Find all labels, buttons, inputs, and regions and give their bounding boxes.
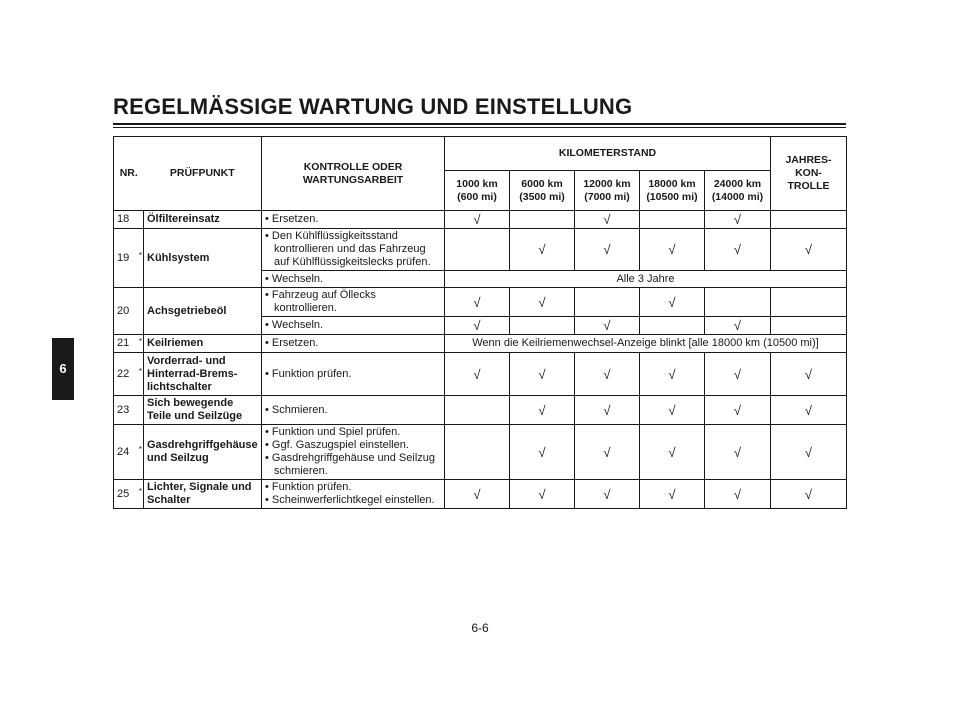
check-mark: √ (603, 444, 611, 460)
check-cell (705, 480, 771, 509)
check-cell (445, 211, 510, 229)
check-mark: √ (804, 486, 813, 502)
item-nr-cell (114, 211, 144, 229)
check-cell (445, 396, 510, 425)
item-nr: 21 (117, 337, 130, 349)
item-nr: 22 (117, 367, 130, 380)
task-text: Ersetzen. (271, 337, 319, 349)
header-kontrolle: KONTROLLE ODER WARTUNGSARBEIT (262, 137, 445, 211)
header-km-4 (705, 171, 771, 211)
task-line (265, 439, 441, 452)
star-marker: * (138, 445, 142, 454)
check-cell (575, 211, 640, 229)
check-mark: √ (733, 212, 742, 227)
header-km-value: 24000 km (713, 177, 762, 190)
table-row (114, 288, 847, 317)
item-nr-cell (114, 396, 144, 425)
check-mark: √ (473, 294, 481, 310)
check-mark: √ (603, 486, 611, 502)
check-cell (575, 480, 640, 509)
check-mark: √ (804, 444, 813, 460)
check-cell (705, 425, 771, 480)
check-cell (705, 211, 771, 229)
task-line (265, 337, 441, 350)
check-mark: √ (668, 294, 676, 310)
check-mark: √ (668, 444, 676, 460)
check-cell (445, 317, 510, 335)
task-list (265, 426, 441, 478)
check-mark: √ (733, 402, 742, 418)
title-rule-thin (113, 127, 846, 128)
check-cell (510, 229, 575, 271)
check-mark: √ (473, 212, 481, 227)
item-nr-cell (114, 229, 144, 288)
bullet-glyph: • (265, 439, 272, 451)
task-text: Funktion und Spiel prüfen. (271, 426, 401, 438)
task-cell (262, 271, 445, 288)
task-line (265, 368, 441, 381)
task-cell (262, 396, 445, 425)
table-row (114, 480, 847, 509)
check-cell (771, 396, 847, 425)
header-mi-value: (600 mi) (457, 190, 497, 203)
check-cell (510, 396, 575, 425)
item-nr-cell (114, 353, 144, 396)
task-text: Fahrzeug auf Öllecks kontrollieren. (271, 289, 376, 314)
table-row (114, 396, 847, 425)
task-text: Funktion prüfen. (271, 481, 352, 493)
item-nr: 24 (117, 445, 130, 458)
star-marker: * (138, 487, 142, 496)
star-marker: * (138, 251, 142, 260)
check-cell (640, 211, 705, 229)
check-mark: √ (668, 486, 676, 502)
header-km-2 (575, 171, 640, 211)
page-title: REGELMÄSSIGE WARTUNG UND EINSTELLUNG (113, 94, 633, 119)
task-list (265, 289, 441, 315)
task-cell (262, 335, 445, 353)
header-jahres: JAHRES-KON-TROLLE (771, 137, 847, 211)
table-row (114, 353, 847, 396)
task-line (265, 426, 441, 439)
check-cell (705, 317, 771, 335)
check-mark: √ (473, 366, 481, 382)
task-cell (262, 353, 445, 396)
task-cell (262, 229, 445, 271)
task-list (265, 368, 441, 381)
header-pruefpunkt: PRÜFPUNKT (144, 137, 262, 211)
check-cell (510, 425, 575, 480)
check-cell (510, 480, 575, 509)
title-rule-thick (113, 123, 846, 125)
item-name: Gasdrehgriffgehäuse und Seilzug (144, 425, 262, 480)
item-nr: 25 (117, 487, 130, 500)
check-cell (771, 288, 847, 317)
task-line (265, 404, 441, 417)
check-cell (771, 317, 847, 335)
check-cell (510, 317, 575, 335)
check-cell (705, 353, 771, 396)
task-list (265, 230, 441, 269)
task-text: Ersetzen. (271, 213, 319, 225)
check-mark: √ (804, 402, 813, 418)
bullet-glyph: • (265, 337, 272, 349)
task-list (265, 213, 441, 226)
item-name: Keilriemen (144, 335, 262, 353)
check-cell (445, 288, 510, 317)
check-mark: √ (538, 242, 546, 257)
task-line (265, 452, 441, 478)
check-mark: √ (603, 402, 611, 418)
header-km-value: 1000 km (456, 177, 498, 190)
bullet-glyph: • (265, 289, 272, 301)
task-cell (262, 211, 445, 229)
check-cell (640, 317, 705, 335)
check-cell (510, 288, 575, 317)
chapter-tab: 6 (52, 338, 74, 400)
check-cell (640, 229, 705, 271)
bullet-glyph: • (265, 403, 272, 416)
task-line (265, 213, 441, 226)
task-list (265, 337, 441, 350)
task-text: Scheinwerferlichtkegel einstellen. (271, 494, 435, 506)
header-nr: NR. (114, 137, 144, 211)
task-text: Funktion prüfen. (271, 367, 352, 380)
task-text: Gasdrehgriffgehäuse und Seilzug schmieren. (271, 452, 435, 477)
item-name: Lichter, Signale und Schalter (144, 480, 262, 509)
item-nr-cell (114, 288, 144, 335)
task-line (265, 319, 441, 332)
check-cell (575, 317, 640, 335)
bullet-glyph: • (265, 272, 272, 285)
header-km-value: 12000 km (583, 177, 631, 190)
task-line (265, 273, 441, 286)
bullet-glyph: • (265, 230, 272, 242)
item-nr-cell (114, 335, 144, 353)
check-mark: √ (538, 402, 546, 418)
check-cell (771, 211, 847, 229)
check-mark: √ (733, 318, 742, 333)
check-mark: √ (668, 242, 676, 257)
table-row (114, 425, 847, 480)
bullet-glyph: • (265, 213, 272, 225)
check-mark: √ (603, 318, 611, 333)
table-row (114, 229, 847, 271)
check-cell (771, 353, 847, 396)
item-nr: 19 (117, 251, 130, 264)
check-cell (445, 353, 510, 396)
check-mark: √ (603, 212, 611, 227)
bullet-glyph: • (265, 319, 272, 331)
interval-note: Wenn die Keilriemenwechsel-Anzeige blinkt [alle 18000 km (10500 mi)] (445, 335, 847, 353)
item-nr: 20 (117, 304, 130, 317)
check-cell (771, 229, 847, 271)
bullet-glyph: • (265, 494, 272, 506)
header-kilometerstand: KILOMETERSTAND (445, 137, 771, 171)
check-cell (640, 353, 705, 396)
check-mark: √ (668, 402, 676, 418)
header-mi-value: (14000 mi) (711, 190, 764, 203)
task-cell (262, 317, 445, 335)
check-cell (705, 396, 771, 425)
task-list (265, 319, 441, 332)
check-mark: √ (733, 486, 742, 502)
check-cell (640, 480, 705, 509)
check-mark: √ (538, 444, 546, 460)
item-nr: 23 (117, 403, 130, 416)
header-mi-value: (10500 mi) (646, 190, 698, 203)
interval-note: Alle 3 Jahre (445, 271, 847, 288)
header-km-0 (445, 171, 510, 211)
check-cell (510, 353, 575, 396)
item-name: Sich bewegende Teile und Seilzüge (144, 396, 262, 425)
task-line (265, 481, 441, 494)
check-mark: √ (538, 294, 546, 310)
bullet-glyph: • (265, 426, 272, 438)
header-km-value: 6000 km (521, 177, 563, 190)
header-km-value: 18000 km (648, 177, 696, 190)
check-cell (445, 229, 510, 271)
item-name: Vorderrad- und Hinterrad-Brems-lichtschalter (144, 353, 262, 396)
table-row (114, 211, 847, 229)
header-mi-value: (3500 mi) (519, 190, 565, 203)
check-mark: √ (473, 318, 481, 333)
header-km-1 (510, 171, 575, 211)
check-mark: √ (733, 444, 742, 460)
task-line (265, 230, 441, 269)
bullet-glyph: • (265, 367, 272, 380)
header-mi-value: (7000 mi) (584, 190, 630, 203)
check-cell (575, 396, 640, 425)
check-cell (575, 353, 640, 396)
check-mark: √ (733, 242, 742, 257)
check-cell (445, 480, 510, 509)
check-mark: √ (473, 486, 481, 502)
check-cell (445, 425, 510, 480)
check-mark: √ (603, 366, 611, 382)
check-cell (640, 288, 705, 317)
check-cell (575, 229, 640, 271)
header-km-3 (640, 171, 705, 211)
check-mark: √ (603, 242, 611, 257)
check-cell (640, 425, 705, 480)
check-mark: √ (733, 366, 742, 382)
check-cell (705, 229, 771, 271)
star-marker: * (138, 336, 142, 346)
task-list (265, 404, 441, 417)
task-cell (262, 288, 445, 317)
bullet-glyph: • (265, 481, 272, 493)
item-nr: 18 (117, 213, 130, 225)
check-cell (510, 211, 575, 229)
bullet-glyph: • (265, 452, 272, 464)
task-cell (262, 425, 445, 480)
task-text: Wechseln. (271, 272, 324, 285)
check-cell (575, 288, 640, 317)
check-cell (575, 425, 640, 480)
check-mark: √ (804, 366, 813, 382)
task-line (265, 289, 441, 315)
check-cell (640, 396, 705, 425)
star-marker: * (138, 367, 142, 376)
task-list (265, 273, 441, 286)
item-name: Achsgetriebeöl (144, 288, 262, 335)
task-list (265, 481, 441, 507)
task-cell (262, 480, 445, 509)
item-nr-cell (114, 425, 144, 480)
check-cell (771, 480, 847, 509)
page-number: 6-6 (471, 621, 489, 635)
item-name: Ölfiltereinsatz (144, 211, 262, 229)
maintenance-table (113, 136, 847, 509)
task-text: Schmieren. (271, 403, 328, 416)
task-text: Ggf. Gaszugspiel einstellen. (271, 439, 409, 451)
check-cell (705, 288, 771, 317)
check-cell (771, 425, 847, 480)
check-mark: √ (668, 366, 676, 382)
table-row (114, 335, 847, 353)
item-nr-cell (114, 480, 144, 509)
task-text: Den Kühlflüssigkeitsstand kontrollieren und das Fahrzeug auf Kühlflüssigkeitslecks prüfen. (271, 230, 431, 268)
check-mark: √ (538, 366, 546, 382)
check-mark: √ (804, 242, 813, 257)
check-mark: √ (538, 486, 546, 502)
task-text: Wechseln. (271, 319, 324, 331)
item-name: Kühlsystem (144, 229, 262, 288)
task-line (265, 494, 441, 507)
